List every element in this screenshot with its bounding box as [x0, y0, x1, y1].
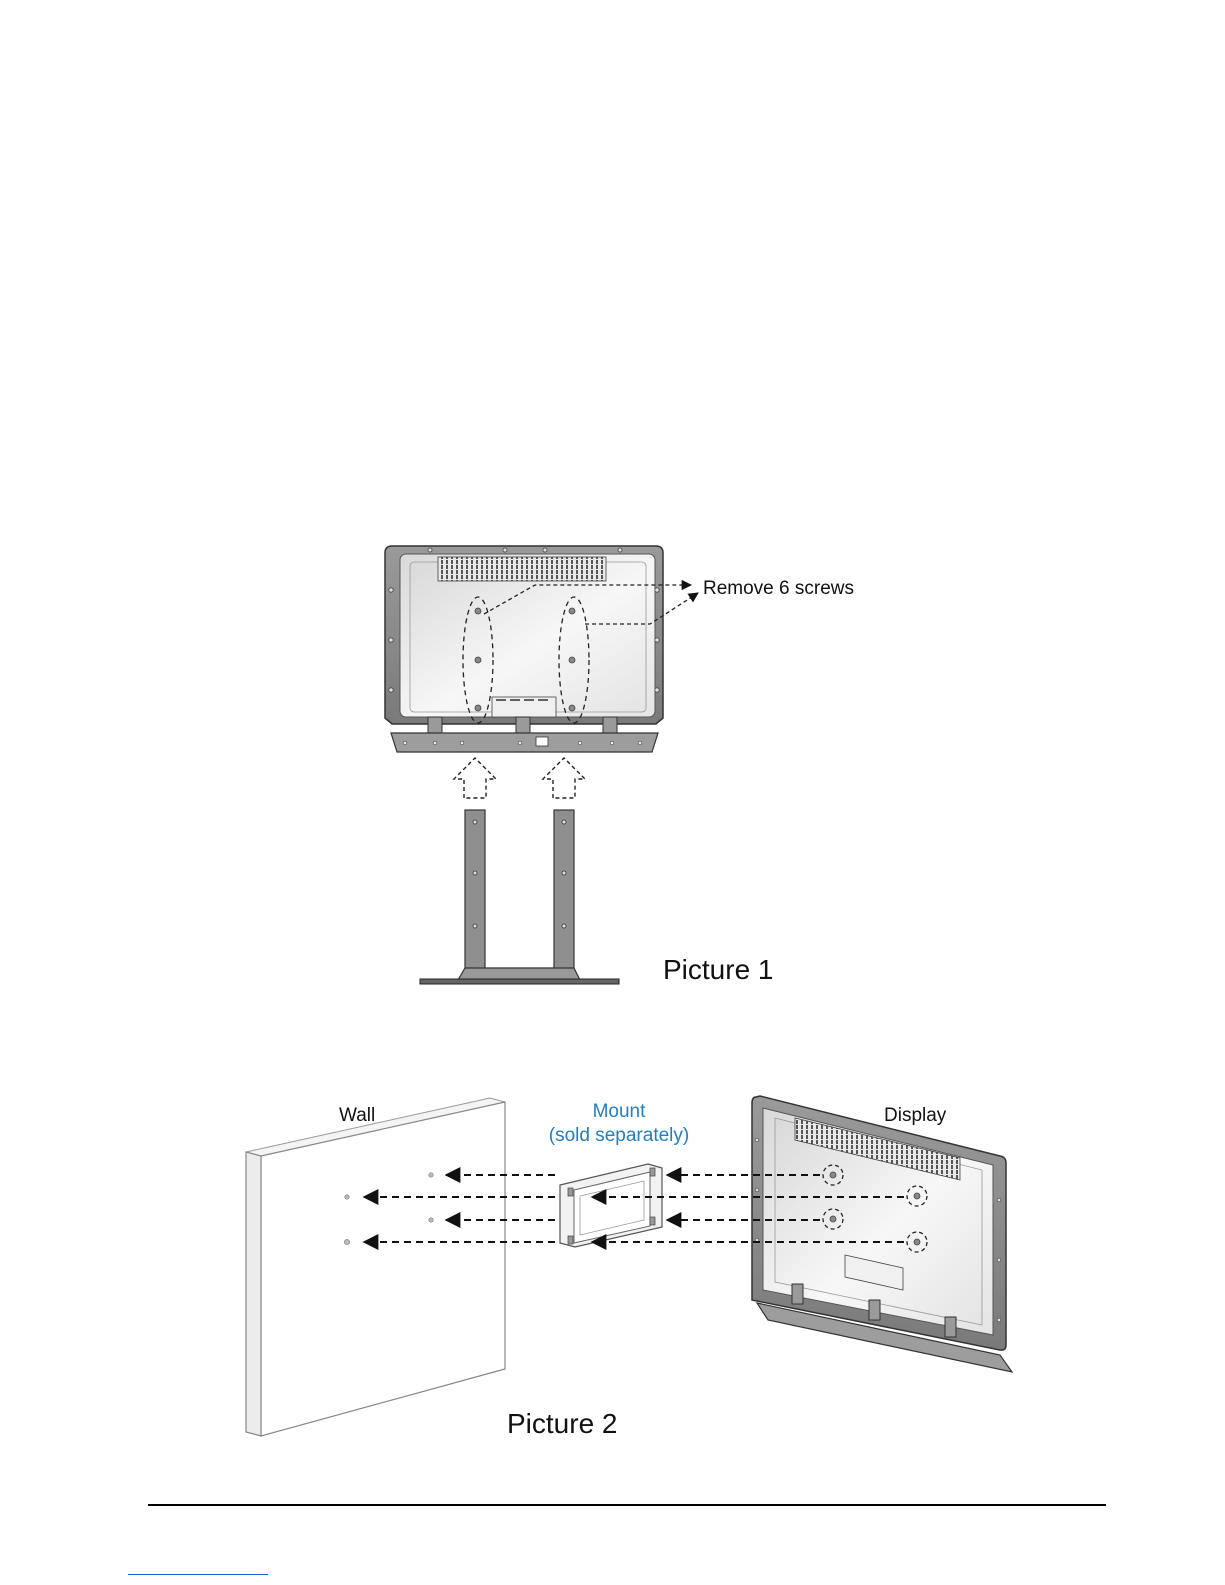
callout-remove-screws: Remove 6 screws: [703, 578, 854, 599]
mount-label-line1: Mount: [592, 1101, 646, 1122]
stand: [420, 810, 619, 984]
display-label: Display: [884, 1105, 947, 1126]
wall: [246, 1098, 505, 1436]
mount-label-line2: (sold separately): [548, 1125, 690, 1146]
picture-1: [385, 546, 854, 985]
picture-2: [246, 1096, 1012, 1439]
footer-rule: [148, 1504, 1106, 1506]
wall-label: Wall: [339, 1105, 376, 1126]
footer-link-underline: [128, 1574, 268, 1575]
display-angled: [752, 1096, 1012, 1372]
display-rear-view: [385, 546, 663, 752]
picture-2-caption: Picture 2: [507, 1408, 618, 1439]
up-arrows: [454, 758, 585, 798]
mount-bracket: [560, 1164, 662, 1247]
picture-1-caption: Picture 1: [663, 954, 774, 985]
